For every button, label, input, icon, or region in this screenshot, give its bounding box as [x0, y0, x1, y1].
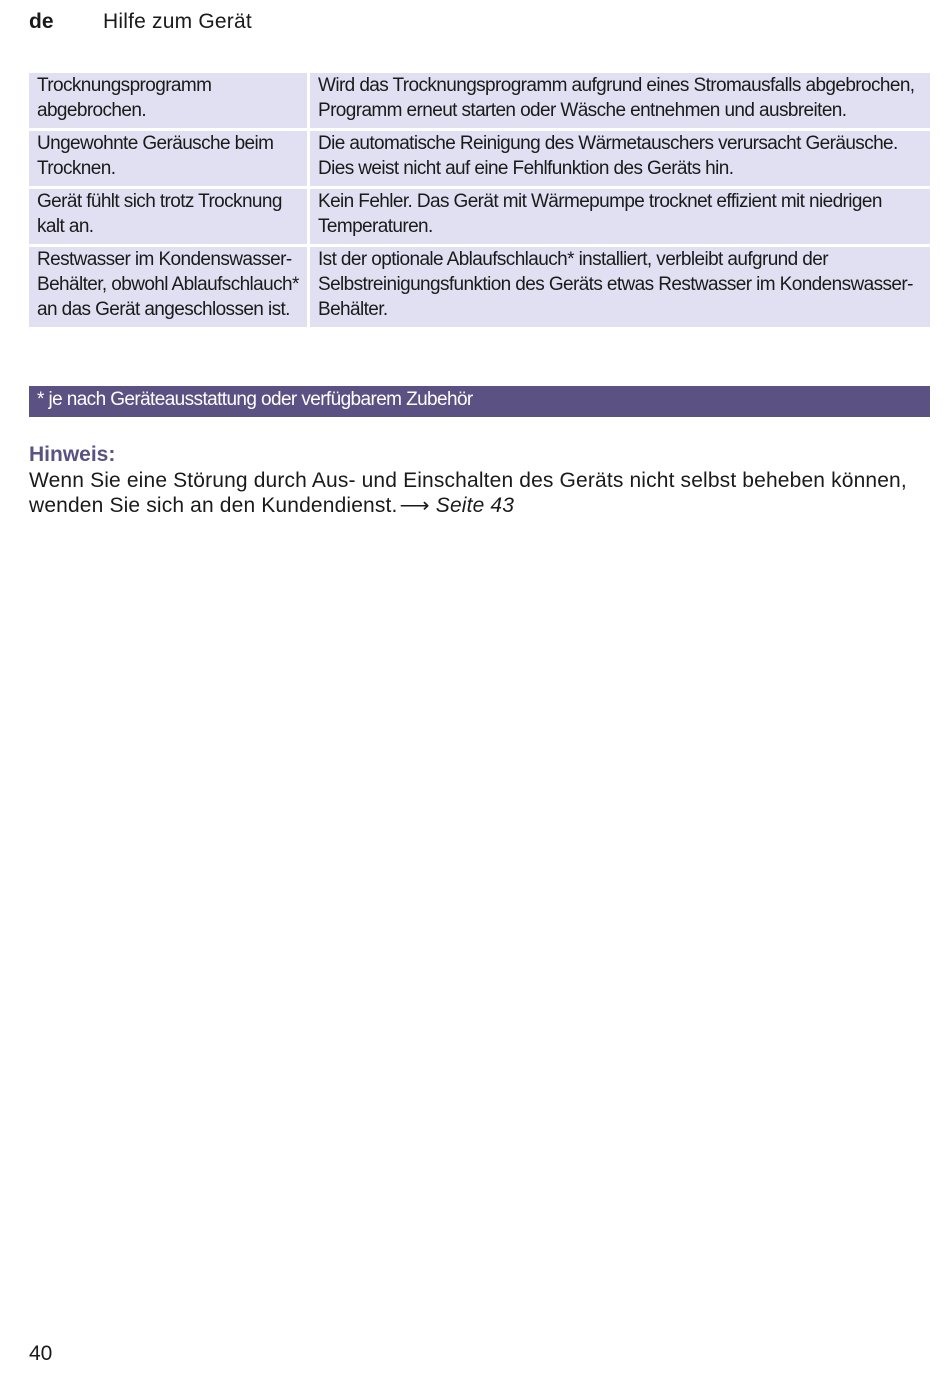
arrow-right-icon: ⟶ [399, 494, 430, 517]
remedy-cell: Kein Fehler. Das Gerät mit Wärmepumpe trocknet effizient mit niedrigen Temperaturen. [310, 189, 930, 244]
remedy-cell: Die automatische Reinigung des Wärmetauschers verursacht Geräusche. Dies weist nicht auf eine Fehlfunktion des Geräts hin. [310, 131, 930, 186]
table-row [29, 131, 930, 186]
remedy-cell: Wird das Trocknungsprogramm aufgrund eines Stromausfalls abgebrochen, Programm erneut starten oder Wäsche entnehmen und ausbreiten. [310, 73, 930, 128]
section-title: Hilfe zum Gerät [103, 10, 252, 33]
language-code: de [29, 10, 54, 33]
note-block [29, 442, 934, 518]
cause-cell: Restwasser im Kondenswasser-Behälter, obwohl Ablaufschlauch* an das Gerät angeschlossen ist. [29, 247, 310, 327]
cause-cell: Ungewohnte Geräusche beim Trocknen. [29, 131, 310, 186]
page-number: 40 [29, 1342, 53, 1365]
troubleshooting-table [29, 70, 930, 330]
table-row [29, 189, 930, 244]
note-title: Hinweis: [29, 443, 116, 466]
cause-cell: Trocknungsprogramm abgebrochen. [29, 73, 310, 128]
remedy-cell: Ist der optionale Ablaufschlauch* installiert, verbleibt aufgrund der Selbstreinigungsfunktion des Geräts etwas Restwasser im Kondenswasser-Behälter. [310, 247, 930, 327]
table-footnote: * je nach Geräteausstattung oder verfügbarem Zubehör [29, 386, 930, 417]
table-row [29, 247, 930, 327]
page-reference-link[interactable]: Seite 43 [435, 494, 515, 517]
cause-cell: Gerät fühlt sich trotz Trocknung kalt an. [29, 189, 310, 244]
note-text [29, 468, 934, 518]
note-body: Wenn Sie eine Störung durch Aus- und Einschalten des Geräts nicht selbst beheben können, wenden Sie sich an den Kundendienst. [29, 469, 907, 517]
table-row [29, 73, 930, 128]
page-header [29, 8, 930, 36]
